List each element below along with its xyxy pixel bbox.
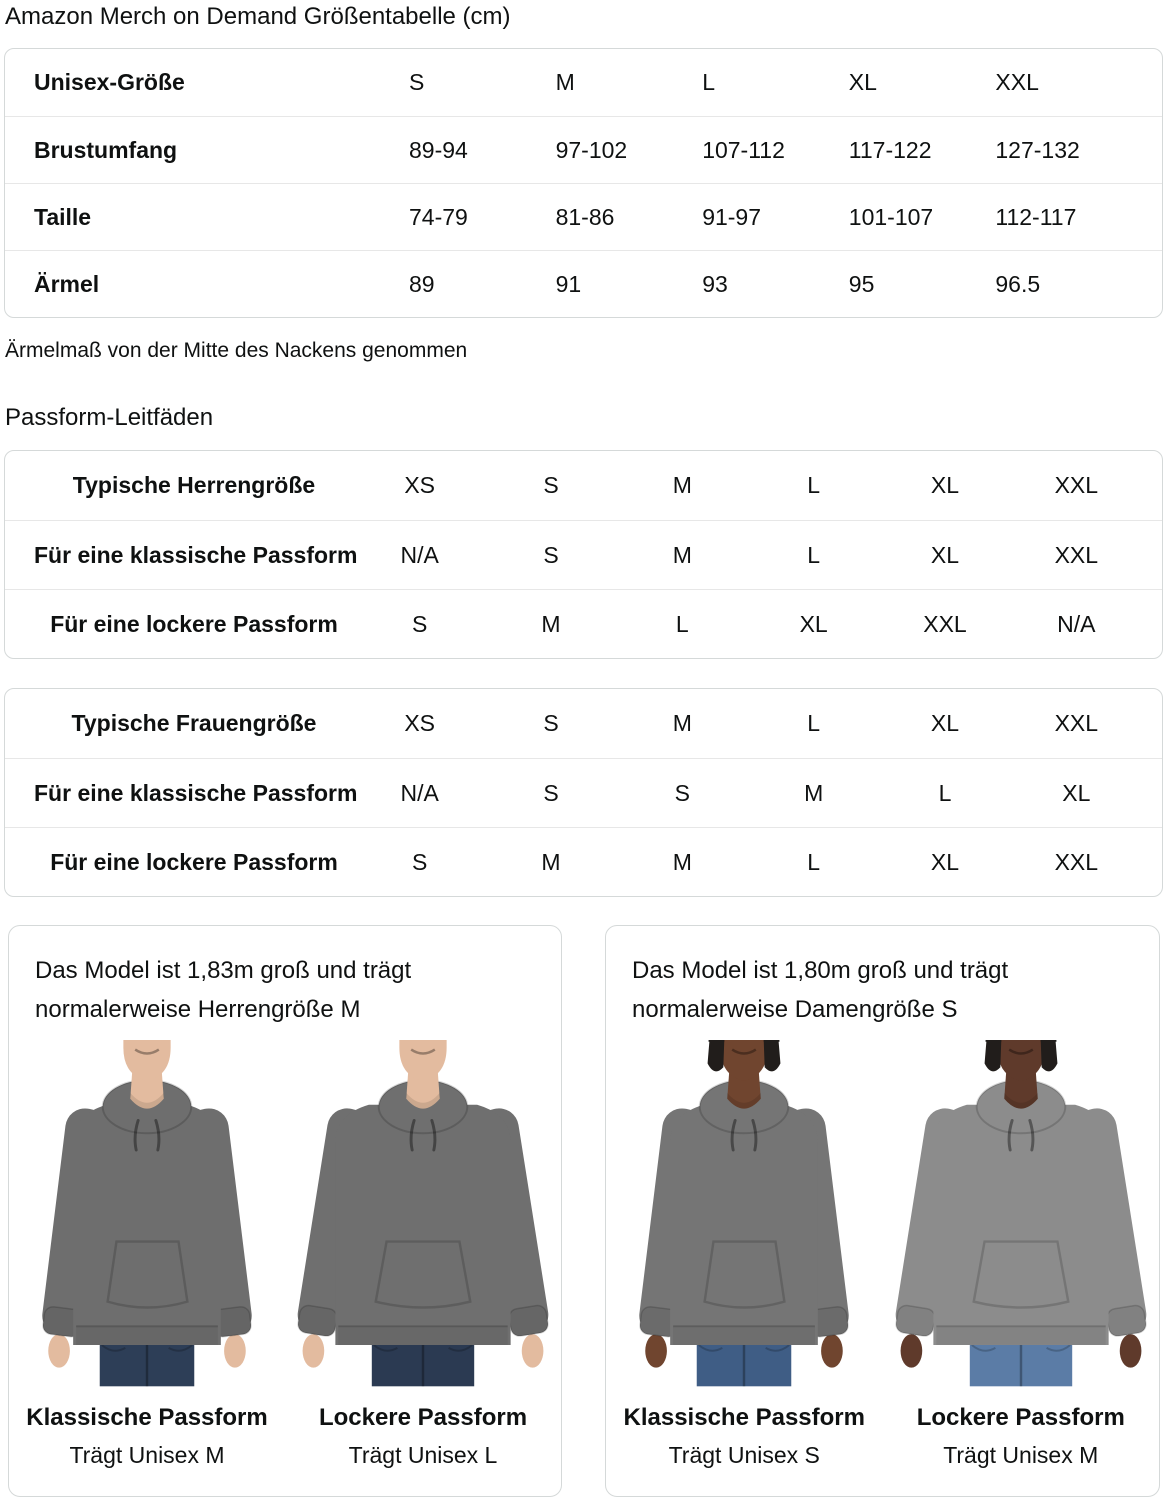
size-cell: 97-102 bbox=[555, 136, 628, 163]
size-cell: 117-122 bbox=[848, 136, 932, 163]
size-cell: 74-79 bbox=[409, 203, 468, 230]
fit-cell: L bbox=[807, 541, 821, 568]
size-column-header: M bbox=[555, 69, 575, 95]
fit-cell: M bbox=[804, 779, 824, 806]
row-label: Für eine lockere Passform bbox=[50, 610, 338, 637]
fit-cell: XS bbox=[404, 710, 435, 736]
size-cell: 81-86 bbox=[555, 203, 615, 230]
section-title: Passform-Leitfäden bbox=[5, 404, 214, 431]
card-description: Das Model ist 1,80m groß und trägt normalerweise Damengröße S bbox=[632, 957, 1009, 1023]
table-row bbox=[5, 116, 1162, 183]
model-photo bbox=[19, 1040, 275, 1388]
fit-cell: M bbox=[672, 472, 692, 498]
size-column-header: L bbox=[702, 69, 715, 95]
table-row bbox=[5, 689, 1162, 758]
row-label: Für eine lockere Passform bbox=[50, 848, 338, 875]
table-row bbox=[5, 183, 1162, 250]
fit-cell: L bbox=[675, 610, 689, 637]
row-label: Für eine klassische Passform bbox=[34, 779, 358, 806]
table-row bbox=[5, 49, 1162, 116]
fit-cell: S bbox=[411, 610, 428, 637]
model-column bbox=[883, 1040, 1160, 1469]
table-row bbox=[5, 827, 1162, 896]
sleeve-note: Ärmelmaß von der Mitte des Nackens genommen bbox=[5, 339, 468, 362]
fit-cell: XXL bbox=[923, 610, 967, 637]
fit-caption-title: Klassische Passform bbox=[26, 1404, 268, 1431]
size-cell: 107-112 bbox=[702, 136, 785, 163]
fit-cell: XXL bbox=[1054, 472, 1099, 498]
row-label: Typische Frauengröße bbox=[71, 710, 317, 736]
fit-table-women bbox=[4, 688, 1163, 897]
fit-cell: L bbox=[807, 472, 821, 498]
fit-cell: N/A bbox=[1057, 610, 1096, 637]
fit-cell: XXL bbox=[1054, 541, 1099, 568]
fit-cell: XL bbox=[1062, 779, 1091, 806]
unisex-size-table bbox=[4, 48, 1163, 318]
fit-cell: M bbox=[672, 848, 692, 875]
fit-cell: XL bbox=[930, 541, 960, 568]
fit-cell: S bbox=[411, 848, 428, 875]
fit-cell: N/A bbox=[400, 541, 439, 568]
fit-caption-title: Lockere Passform bbox=[916, 1404, 1125, 1431]
models-row bbox=[9, 1040, 561, 1469]
model-photo bbox=[295, 1040, 551, 1388]
row-label: Typische Herrengröße bbox=[72, 472, 316, 498]
size-cell: 91 bbox=[555, 270, 582, 297]
row-label: Unisex-Größe bbox=[34, 69, 185, 95]
table-row bbox=[5, 250, 1162, 317]
page-title: Amazon Merch on Demand Größentabelle (cm) bbox=[5, 3, 511, 30]
model-column bbox=[606, 1040, 883, 1469]
fit-cell: S bbox=[543, 710, 559, 736]
fit-cell: XL bbox=[930, 710, 960, 736]
fit-cell: XXL bbox=[1054, 710, 1099, 736]
model-column bbox=[285, 1040, 561, 1469]
size-cell: 89-94 bbox=[409, 136, 468, 163]
models-row bbox=[606, 1040, 1159, 1469]
fit-card-women bbox=[605, 925, 1160, 1497]
fit-caption-title: Klassische Passform bbox=[623, 1404, 865, 1431]
fit-cell: L bbox=[807, 710, 821, 736]
size-cell: 93 bbox=[702, 270, 728, 297]
card-description: Das Model ist 1,83m groß und trägt normalerweise Herrengröße M bbox=[35, 957, 412, 1023]
fit-cell: M bbox=[541, 610, 561, 637]
fit-cell: S bbox=[543, 541, 559, 568]
row-label: Brustumfang bbox=[34, 136, 178, 163]
fit-card-men bbox=[8, 925, 562, 1497]
row-label: Taille bbox=[34, 203, 92, 230]
fit-cell: XL bbox=[930, 472, 960, 498]
fit-caption-sub: Trägt Unisex S bbox=[668, 1442, 820, 1468]
fit-cell: M bbox=[672, 541, 692, 568]
fit-caption-sub: Trägt Unisex L bbox=[348, 1442, 498, 1468]
fit-caption-sub: Trägt Unisex M bbox=[69, 1442, 225, 1468]
size-column-header: XL bbox=[848, 69, 877, 95]
row-label: Ärmel bbox=[34, 270, 100, 297]
size-cell: 112-117 bbox=[995, 203, 1077, 230]
size-cell: 95 bbox=[848, 270, 875, 297]
fit-cell: L bbox=[807, 848, 821, 875]
fit-cell: M bbox=[541, 848, 561, 875]
model-photo bbox=[616, 1040, 872, 1388]
fit-table-men bbox=[4, 450, 1163, 659]
fit-caption-title: Lockere Passform bbox=[318, 1404, 528, 1431]
fit-cell: M bbox=[672, 710, 692, 736]
model-photo bbox=[893, 1040, 1149, 1388]
fit-cell: XL bbox=[799, 610, 828, 637]
size-cell: 89 bbox=[409, 270, 435, 297]
fit-cell: N/A bbox=[400, 779, 439, 806]
size-column-header: XXL bbox=[995, 69, 1039, 95]
table-row bbox=[5, 589, 1162, 658]
size-cell: 91-97 bbox=[702, 203, 762, 230]
table-row bbox=[5, 451, 1162, 520]
fit-cell: XXL bbox=[1054, 848, 1099, 875]
table-row bbox=[5, 520, 1162, 589]
fit-cell: L bbox=[938, 779, 952, 806]
fit-cell: S bbox=[543, 779, 559, 806]
fit-cell: XS bbox=[404, 472, 435, 498]
row-label: Für eine klassische Passform bbox=[34, 541, 358, 568]
size-column-header: S bbox=[409, 69, 425, 95]
fit-cell: XL bbox=[930, 848, 960, 875]
fit-cell: S bbox=[543, 472, 559, 498]
size-cell: 96.5 bbox=[995, 270, 1041, 297]
size-cell: 127-132 bbox=[995, 136, 1080, 163]
table-row bbox=[5, 758, 1162, 827]
fit-cell: S bbox=[674, 779, 690, 806]
fit-caption-sub: Trägt Unisex M bbox=[943, 1442, 1099, 1468]
size-cell: 101-107 bbox=[848, 203, 934, 230]
model-column bbox=[9, 1040, 285, 1469]
